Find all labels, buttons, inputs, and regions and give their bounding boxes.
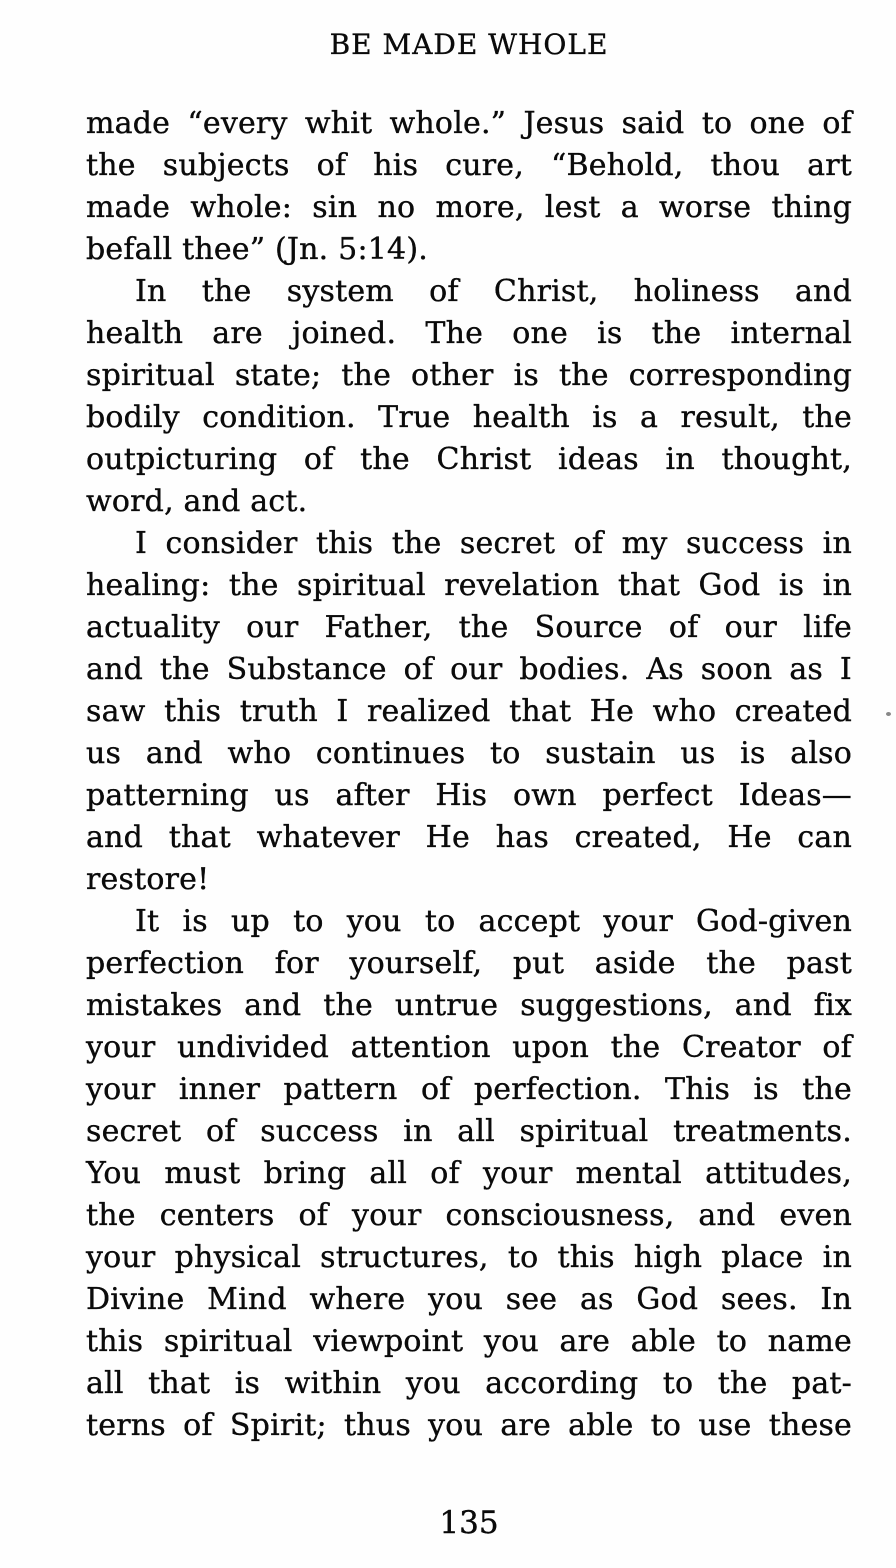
text-line: the subjects of his cure, “Behold, thou art xyxy=(86,148,852,183)
text-line: terns of Spirit; thus you are able to use these xyxy=(86,1408,852,1443)
text-line: outpicturing of the Christ ideas in thought, xyxy=(86,442,852,477)
text-line: and that whatever He has created, He can xyxy=(86,820,852,855)
text-line: patterning us after His own perfect Ideas— xyxy=(86,778,852,813)
text-line: healing: the spiritual revelation that God is in xyxy=(86,568,852,603)
text-line: made whole: sin no more, lest a worse thing xyxy=(86,190,852,225)
running-header: BE MADE WHOLE xyxy=(329,28,609,61)
text-line: You must bring all of your mental attitudes, xyxy=(86,1156,852,1191)
text-line: all that is within you according to the pat- xyxy=(86,1366,852,1401)
text-line: I consider this the secret of my success in xyxy=(135,526,852,561)
text-line: the centers of your consciousness, and even xyxy=(86,1198,852,1233)
page-number: 135 xyxy=(439,1505,499,1541)
text-line: your physical structures, to this high place in xyxy=(86,1240,852,1275)
text-line: us and who continues to sustain us is also xyxy=(86,736,852,771)
text-line: bodily condition. True health is a result, the xyxy=(86,400,852,435)
text-line: and the Substance of our bodies. As soon as I xyxy=(86,652,852,687)
text-line: your inner pattern of perfection. This is the xyxy=(86,1072,852,1107)
text-line: made “every whit whole.” Jesus said to one of xyxy=(86,106,852,141)
text-line: health are joined. The one is the internal xyxy=(86,316,852,351)
text-line: mistakes and the untrue suggestions, and fix xyxy=(86,988,852,1023)
text-line: your undivided attention upon the Creator of xyxy=(86,1030,852,1065)
text-line: perfection for yourself, put aside the past xyxy=(86,946,852,981)
text-line: Divine Mind where you see as God sees. In xyxy=(86,1282,852,1317)
text-line: In the system of Christ, holiness and xyxy=(135,274,852,309)
text-line: befall thee” (Jn. 5:14). xyxy=(86,232,428,267)
body-text xyxy=(86,103,852,1447)
text-line: It is up to you to accept your God-given xyxy=(135,904,852,939)
text-line: restore! xyxy=(86,862,210,897)
text-line: saw this truth I realized that He who created xyxy=(86,694,852,729)
scan-artifact-dot xyxy=(886,712,891,716)
text-line: actuality our Father, the Source of our life xyxy=(86,610,852,645)
text-line: word, and act. xyxy=(86,484,308,519)
text-line: secret of success in all spiritual treatments. xyxy=(86,1114,852,1149)
text-line: spiritual state; the other is the corresponding xyxy=(86,358,852,393)
text-line: this spiritual viewpoint you are able to name xyxy=(86,1324,852,1359)
